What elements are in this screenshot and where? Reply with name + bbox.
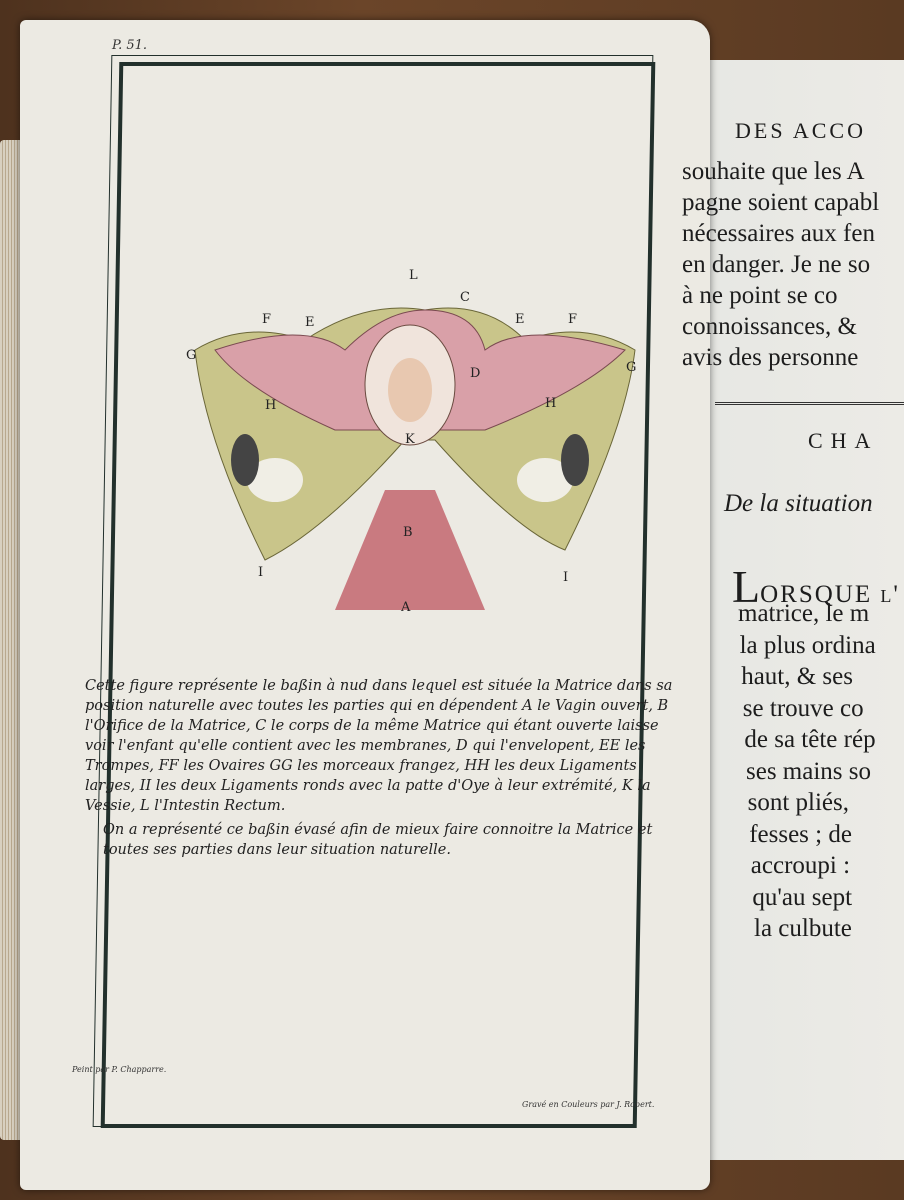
chapter-heading: CHA <box>808 428 879 453</box>
figure-label: E <box>515 312 525 327</box>
text-line: qu'au sept <box>752 883 853 911</box>
figure-label: I <box>258 565 264 580</box>
engraver-credit: Gravé en Couleurs par J. Robert. <box>522 1100 655 1109</box>
text-line: haut, & ses <box>741 663 853 690</box>
page-number: P. 51. <box>112 38 148 53</box>
pelvis-illustration <box>185 290 645 610</box>
figure-label: B <box>403 525 413 540</box>
text-line: ses mains so <box>746 757 871 785</box>
text-line: connoissances, & <box>682 313 857 340</box>
figure-label: L <box>409 268 418 283</box>
figure-label: G <box>186 348 197 363</box>
figure-label: K <box>405 432 415 447</box>
text-line: pagne soient capabl <box>682 189 880 216</box>
figure-label: H <box>545 396 557 411</box>
drop-cap: L <box>732 561 761 612</box>
first-word: ORSQUE l' <box>760 581 900 608</box>
caption-paragraph: On a représenté ce baßin évasé afin de mieux faire connoitre la Matrice et toutes ses parties dans leur situation naturelle. <box>103 822 653 858</box>
figure-label: A <box>401 600 411 615</box>
text-line: nécessaires aux fen <box>682 220 875 247</box>
plate-caption <box>85 676 685 864</box>
figure-label: I <box>563 570 569 585</box>
text-line: accroupi : <box>750 852 851 879</box>
figure-label: F <box>262 312 272 327</box>
chapter-subtitle: De la situation <box>724 490 873 517</box>
figure-label: C <box>460 290 470 305</box>
figure-label: F <box>568 312 578 327</box>
text-line: à ne point se co <box>682 282 838 309</box>
text-line: en danger. Je ne so <box>682 251 871 278</box>
text-line: la culbute <box>754 915 852 942</box>
ornament-divider <box>715 402 904 405</box>
figure-label: E <box>305 315 315 330</box>
figure-label: H <box>265 398 277 413</box>
painter-credit: Peint par P. Chapparre. <box>72 1065 167 1074</box>
figure-label: G <box>626 360 637 375</box>
text-line: avis des personne <box>682 344 859 371</box>
running-head: DES ACCO <box>735 118 866 143</box>
text-line: fesses ; de <box>749 820 852 848</box>
figure-label: D <box>470 366 481 381</box>
text-line: se trouve co <box>742 694 864 722</box>
caption-paragraph: Cette figure représente le baßin à nud dans lequel est située la Matrice dans sa position naturelle avec toutes les parties qui en dépendent A le Vagin ouvert, B l'Orifice de la Matrice, C le corps de la même Matrice qui étant ouverte laisse voir l'enfant qu'elle contient avec les membranes, D qui l'envelopent, EE les Trompes, FF les Ovaires GG les morceaux frangez, HH les deux Ligaments larges, II les deux Ligaments ronds avec la patte d'Oye à leur extrémité, K la Vessie, L l'Intestin Rectum. <box>85 678 673 814</box>
text-line: matrice, le m <box>738 600 870 627</box>
text-line: sont pliés, <box>747 789 849 816</box>
text-line: de sa tête rép <box>744 726 876 753</box>
text-line: la plus ordina <box>739 631 876 659</box>
text-line: souhaite que les A <box>682 158 865 185</box>
